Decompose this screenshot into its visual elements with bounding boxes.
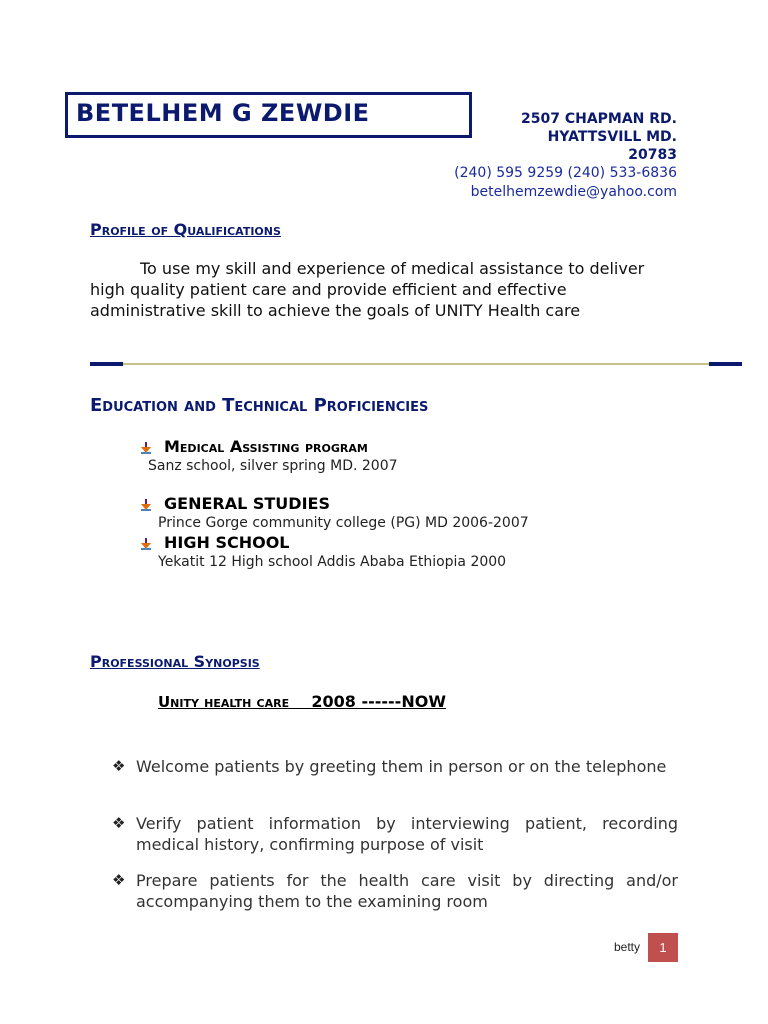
- duty-item-3: [112, 870, 678, 912]
- education-title-3: HIGH SCHOOL: [164, 533, 290, 552]
- job-line: [158, 692, 446, 711]
- profile-heading: Profile of Qualifications: [90, 220, 281, 239]
- divider-cap-left: [90, 362, 123, 366]
- education-title-2: GENERAL STUDIES: [164, 494, 330, 513]
- education-heading: Education and Technical Proficiencies: [90, 395, 429, 416]
- page-number-badge: 1: [648, 933, 678, 962]
- diamond-bullet-icon: ❖: [112, 814, 126, 832]
- email-address[interactable]: betelhemzewdie@yahoo.com: [470, 184, 677, 200]
- address-city: HYATTSVILL MD.: [547, 129, 677, 145]
- duty-item-1: [112, 756, 678, 777]
- name-box: [65, 92, 472, 138]
- education-title-1: Medical Assisting program: [164, 437, 368, 456]
- divider-cap-right: [709, 362, 742, 366]
- footer-author: betty: [614, 940, 641, 954]
- duty-text: Verify patient information by interviewing patient, recording medical history, confirming purpose of visit: [136, 814, 678, 854]
- employment-period: 2008 ------NOW: [311, 692, 446, 711]
- section-divider: [90, 363, 742, 365]
- arrow-bullet-icon: [141, 538, 151, 550]
- profile-paragraph: To use my skill and experience of medical assistance to deliver high quality patient care and provide efficient and effective administrative skill to achieve the goals of UNITY Health care: [90, 259, 645, 320]
- education-detail-2: Prince Gorge community college (PG) MD 2006-2007: [158, 515, 529, 531]
- duty-text: Prepare patients for the health care visit by directing and/or accompanying them to the examining room: [136, 871, 678, 911]
- profile-text: [90, 258, 680, 321]
- employer-name: Unity health care: [158, 693, 290, 711]
- diamond-bullet-icon: ❖: [112, 871, 126, 889]
- arrow-bullet-icon: [141, 499, 151, 511]
- duty-item-2: [112, 813, 678, 855]
- education-detail-1: Sanz school, silver spring MD. 2007: [148, 458, 398, 474]
- duty-text: Welcome patients by greeting them in person or on the telephone: [136, 757, 667, 776]
- address-street: 2507 CHAPMAN RD.: [520, 111, 677, 127]
- applicant-name: BETELHEM G ZEWDIE: [76, 99, 370, 127]
- synopsis-heading: Professional Synopsis: [90, 652, 260, 671]
- diamond-bullet-icon: ❖: [112, 757, 126, 775]
- address-zip: 20783: [628, 147, 677, 163]
- arrow-bullet-icon: [141, 442, 151, 454]
- phone-numbers: (240) 595 9259 (240) 533-6836: [454, 165, 677, 181]
- education-detail-3: Yekatit 12 High school Addis Ababa Ethiopia 2000: [158, 554, 507, 570]
